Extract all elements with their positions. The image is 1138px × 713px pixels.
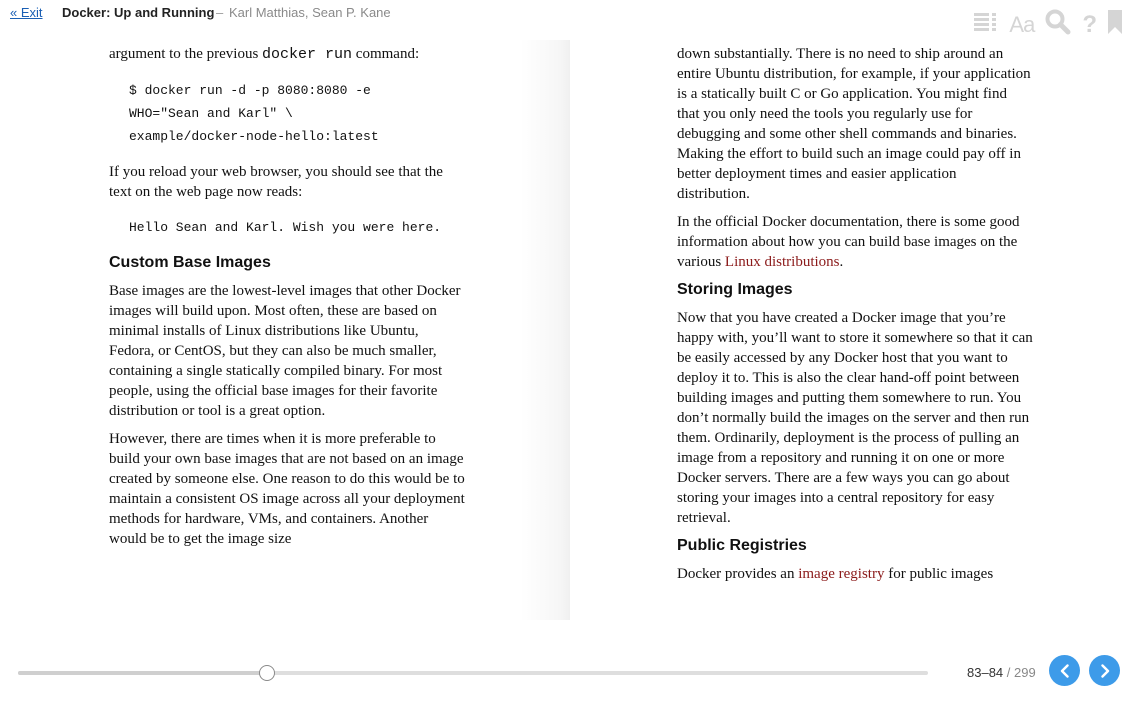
left-page [109,44,465,600]
code-block: $ docker run -d -p 8080:8080 -e WHO="Sean and Karl" \ example/docker-node-hello:latest [129,83,379,144]
book-authors: Karl Matthias, Sean P. Kane [229,5,391,20]
exit-link[interactable]: « Exit [10,5,43,20]
page-total: / 299 [1006,665,1036,680]
section-heading-storing-images: Storing Images [677,281,793,298]
section-heading-custom-base-images: Custom Base Images [109,254,271,271]
progress-slider-fill [18,671,267,675]
previous-page-button[interactable] [1049,655,1080,686]
toc-icon[interactable] [974,12,998,37]
paragraph: Docker provides an image registry for public images [677,566,994,582]
paragraph: Now that you have created a Docker image that you’re happy with, you’ll want to store it somewhere so that it can be easily accessed by any Docker host that you want to deploy it to. This is also the clear hand-off point between building images and putting them somewhere to run. You don’t normally build the images on the server and then run them. Ordinarily, deployment is the process of pulling an image from a repository and running it on one or more Docker servers. There are a few ways you can go about storing your images into a central repository for easy retrieval. [677,310,1033,526]
code-block: Hello Sean and Karl. Wish you were here. [129,220,442,235]
book-title: Docker: Up and Running [62,5,215,20]
next-page-button[interactable] [1089,655,1120,686]
reader-header [0,0,1138,38]
font-size-icon[interactable]: Aa [1009,11,1035,37]
title-separator: – [216,5,224,20]
paragraph: Base images are the lowest-level images that other Docker images will build upon. Most often, these are based on minimal installs of Linux distributions like Ubuntu, Fedora, or CentOS, but they can also be much smaller, containing a single statically compiled binary. For most people, using the official base images for their favorite distribution or tool is a great option. [109,283,461,419]
paragraph: If you reload your web browser, you should see that the text on the web page now reads: [109,164,443,200]
right-page [677,44,1033,600]
bookmark-icon[interactable] [1108,10,1122,39]
reader-toolbar [974,9,1122,40]
chevron-right-icon [1099,664,1111,678]
page-indicator [967,665,1036,680]
progress-slider-handle[interactable] [259,665,275,681]
image-registry-link[interactable]: image registry [798,566,885,582]
help-icon[interactable]: ? [1082,10,1097,38]
paragraph: However, there are times when it is more preferable to build your own base images that are not based on an image created by someone else. One reason to do this would be to maintain a consistent OS image across all your deployment methods for hardware, VMs, and containers. Another would be to get the image size [109,431,465,547]
progress-slider[interactable] [18,671,928,675]
linux-distributions-link[interactable]: Linux distributions [724,254,840,270]
inline-code: docker run [262,46,353,63]
paragraph: argument to the previous docker run command: [109,46,420,63]
page-range: 83–84 [967,665,1004,680]
search-icon[interactable] [1045,9,1071,40]
page-gutter-shadow [520,40,570,620]
section-heading-public-registries: Public Registries [677,537,807,554]
paragraph: down substantially. There is no need to ship around an entire Ubuntu distribution, for example, if your application is a statically built C or Go application. You might find that you only need the tools you regularly use for debugging and some other shell commands and binaries. Making the effort to build such an image could pay off in better deployment times and easier application distribution. [677,46,1031,202]
chevron-left-icon [1059,664,1071,678]
paragraph: In the official Docker documentation, there is some good information about how you can build base images on the various Linux distributions. [677,214,1020,270]
